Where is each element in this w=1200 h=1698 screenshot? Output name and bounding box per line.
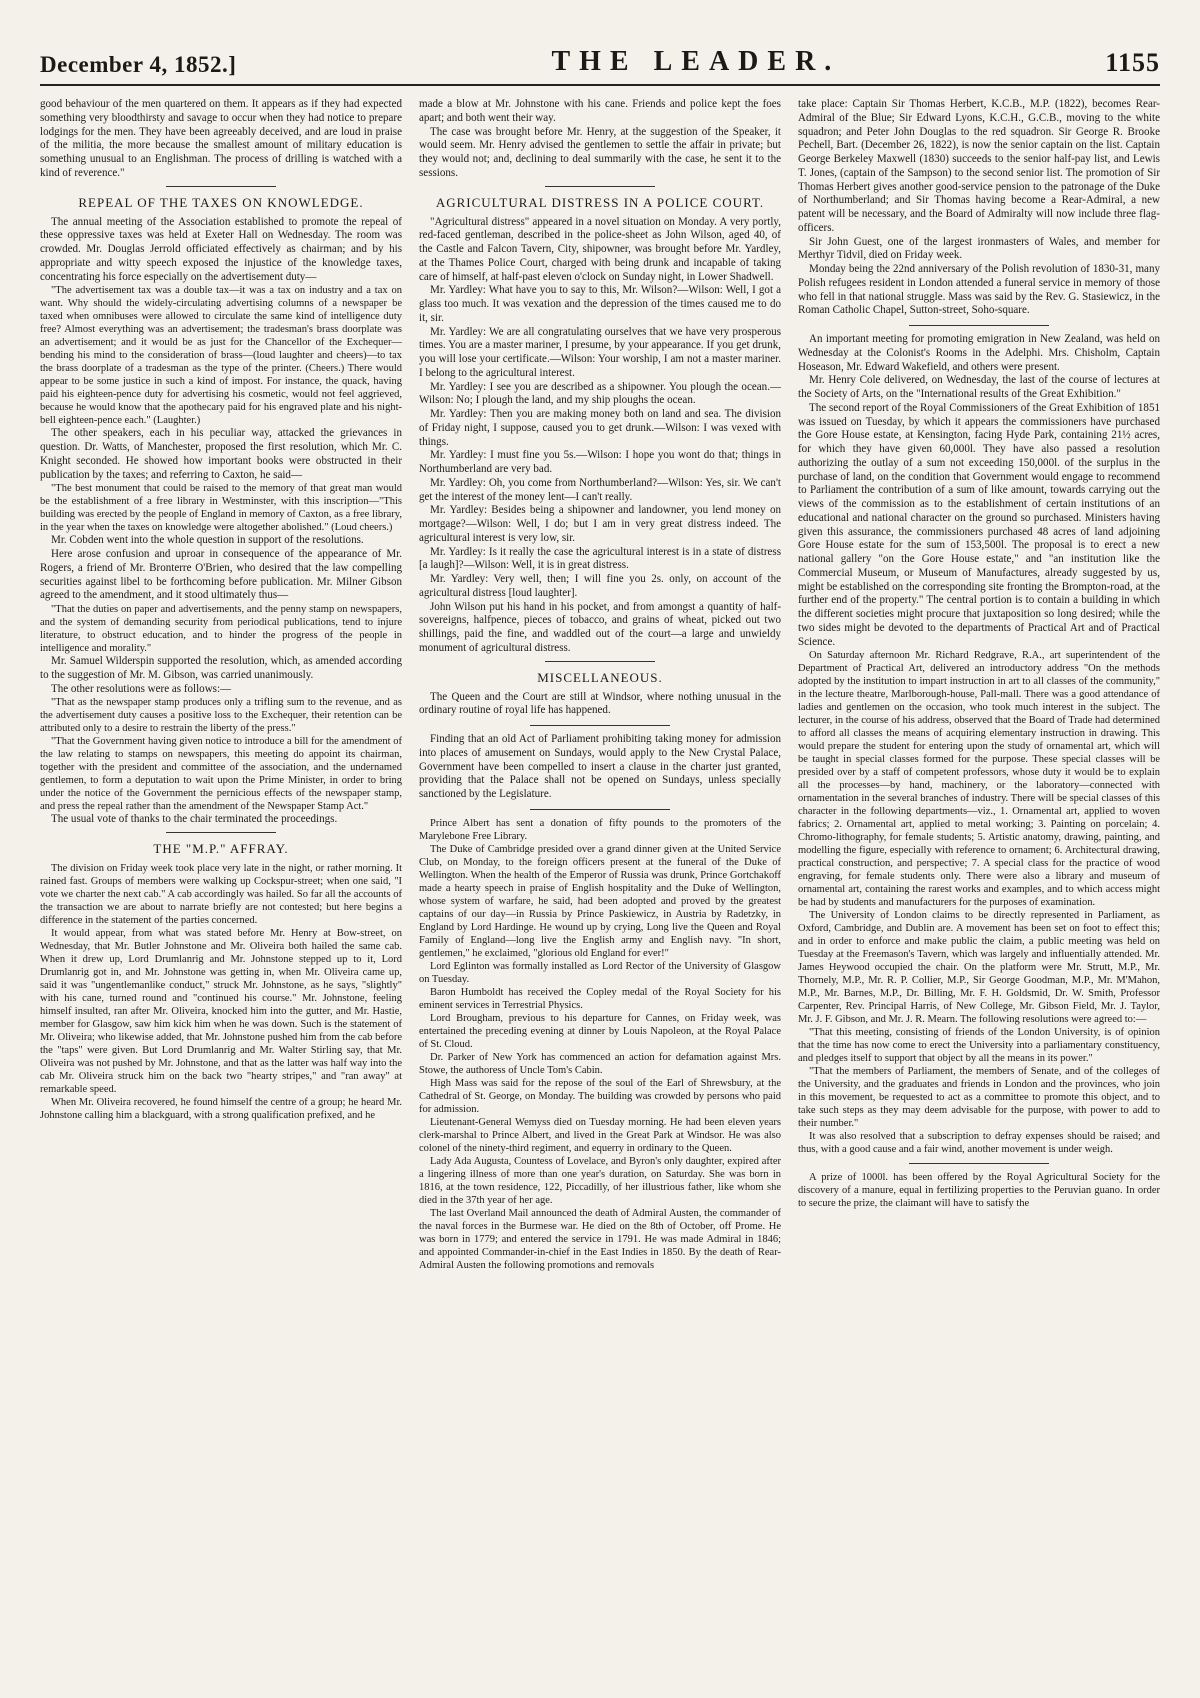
quote-paragraph: "That the Government having given notice to introduce a bill for the amendment of the law relating to stamps on newspapers, this meeting do appoint its chairman, together with the president and committee of the association, and the undernamed gentlemen, to form a deputation to wait upon the Prime Minister, in order to bring under the notice of the Government the pernicious effects of the newspaper stamp, and press the repeal rather than the amendment of the Newspaper Stamp Act." [40, 736, 402, 813]
divider [909, 1163, 1049, 1164]
heading-agricultural-distress: AGRICULTURAL DISTRESS IN A POLICE COURT. [435, 194, 765, 210]
paragraph: High Mass was said for the repose of the soul of the Earl of Shrewsbury, at the Cathedral of St. George, on Monday. The building was crowded by persons who paid for admission. [419, 1077, 781, 1115]
paragraph: Mr. Cobden went into the whole question in support of the resolutions. [51, 534, 364, 547]
paragraph: The usual vote of thanks to the chair terminated the proceedings. [51, 813, 338, 826]
paragraph: When Mr. Oliveira recovered, he found himself the centre of a group; he heard Mr. Johnstone calling him a blackguard, with a strong qualification prefixed, and he [40, 1097, 402, 1121]
newspaper-title: THE LEADER. [551, 46, 841, 77]
paragraph: Finding that an old Act of Parliament prohibiting taking money for admission into places of amusement on Sundays, would apply to the New Crystal Palace, Government have been compelled to insert a clause in the charter just granted, providing that the Palace shall not be opened on Sundays, unless specially sanctioned by the Legislature. [419, 733, 781, 800]
paragraph: Mr. Yardley: Besides being a shipowner and landowner, you lend money on mortgage?—Wilson: Well, I do; but I am in very great distress indeed. The agricultural interest is very low, sir. [419, 504, 781, 544]
divider [545, 186, 655, 187]
paragraph: Prince Albert has sent a donation of fifty pounds to the promoters of the Marylebone Free Library. [419, 817, 781, 842]
paragraph: Baron Humboldt has received the Copley medal of the Royal Society for his eminent services in Terrestrial Physics. [419, 986, 781, 1011]
column-2 [419, 98, 781, 1698]
quote-paragraph: "That this meeting, consisting of friends of the London University, is of opinion that the time has now come to erect the University into a parliamentary constituency, and pledges itself to support that object by all the means in its power." [798, 1027, 1160, 1065]
masthead [40, 38, 1160, 78]
paragraph: Lady Ada Augusta, Countess of Lovelace, and Byron's only daughter, expired after a lingering illness of more than one year's duration, on Saturday. She was born in 1816, at the town residence, 122, Piccadilly, of her illustrious father, like whom she died in the 37th year of her age. [419, 1155, 781, 1206]
quote-paragraph: "The advertisement tax was a double tax—it was a tax on industry and a tax on want. Why should the widely-circulating advertising columns of a newspaper be taxed when omnibuses were allowed to circulate the same kind of intelligence duty free? Almost everything was an advertisement; the tradesman's brass doorplate was an advertisement; and it would be as just for the Chancellor of the Exchequer—bending his mind to the consideration of brass—(loud laughter and cheers)—to tax the brass doorplate of a tradesman as the type of the printer. (Cheers.) There would appear to be some justice in such a kind of impost. For instance, the quack, having paid his eighteen-pence duty for advertising his cosmetic, would not feel aggrieved, because he would know that the apothecary paid for his engraved plate and his night-bell eighteen-pence each." (Laughter.) [40, 285, 402, 427]
paragraph: Dr. Parker of New York has commenced an action for defamation against Mrs. Stowe, the authoress of Uncle Tom's Cabin. [419, 1051, 781, 1076]
paragraph: Mr. Samuel Wilderspin supported the resolution, which, as amended according to the suggestion of Mr. M. Gibson, was carried unanimously. [40, 655, 402, 681]
paragraph: The Duke of Cambridge presided over a grand dinner given at the United Service Club, on Monday, to the foreign officers present at the funeral of the Duke of Wellington. When the health of the Emperor of Russia was drunk, Prince Gortchakoff made a hearty speech in praise of English hospitality and the Duke of Wellington, whose system of warfare, he said, had been adopted and proved by the greatest captains of our day—in Russia by Prince Paskiewicz, in Austria by Radetzky, in England by Lord Hardinge. He wound up by crying, Long live the Queen and Royal Family of England—long live the English army and English navy. "In short, gentlemen," he exclaimed, "glorious old England for ever!" [419, 843, 781, 959]
paragraph: good behaviour of the men quartered on them. It appears as if they had expected something very bloodthirsty and savage to occur when they had notice to prepare lodgings for the men. They have been agreeably deceived, and are loud in praise of the militia, the more because the smallest amount of military education is something unusual to an Englishman. The process of drilling is watched with a kind of reverence." [40, 98, 402, 179]
paragraph: Mr. Yardley: What have you to say to this, Mr. Wilson?—Wilson: Well, I got a glass too much. It was vexation and the depression of the times caused me to do it, sir. [419, 284, 781, 324]
quote-paragraph: "That the members of Parliament, the members of Senate, and of the colleges of the University, and the graduates and friends in London and the provinces, who join in this movement, be requested to act as a committee to promote this object, and to take such steps as they may deem advisable for the purpose, with power to add to their number." [798, 1066, 1160, 1130]
paragraph: made a blow at Mr. Johnstone with his cane. Friends and police kept the foes apart; and both went their way. [419, 98, 781, 124]
masthead-rule [40, 84, 1160, 86]
paragraph: The Queen and the Court are still at Windsor, where nothing unusual in the ordinary routine of royal life has happened. [419, 690, 781, 717]
paragraph: Mr. Yardley: I see you are described as a shipowner. You plough the ocean.—Wilson: No; I plough the land, and my ship ploughs the ocean. [419, 380, 781, 407]
heading-repeal-taxes: REPEAL OF THE TAXES ON KNOWLEDGE. [78, 194, 364, 210]
paragraph: Mr. Yardley: I must fine you 5s.—Wilson: I hope you wont do that; things in Northumberland are very bad. [419, 449, 781, 475]
paragraph: Lord Brougham, previous to his departure for Cannes, on Friday week, was entertained the preceding evening at dinner by Louis Napoleon, at the Royal Palace of St. Cloud. [419, 1012, 781, 1050]
quote-paragraph: "The best monument that could be raised to the memory of that great man would be the establishment of a free library in Westminster, with this inscription—"This building was erected by the people of England in memory of Caxton, as a free library, in the year when the taxes on knowledge were altogether abolished." (Loud cheers.) [40, 483, 402, 534]
paragraph: John Wilson put his hand in his pocket, and from amongst a quantity of half-sovereigns, halfpence, pieces of tobacco, and grains of wheat, picked out two shillings, paid the fine, and waddled out of the court—a large and unwieldy monument of agricultural distress. [419, 600, 781, 654]
paragraph: The other resolutions were as follows:— [51, 682, 232, 695]
divider [166, 832, 276, 833]
divider [909, 325, 1049, 326]
divider [530, 809, 670, 810]
paragraph: Mr. Yardley: Is it really the case the agricultural interest is in a state of distress [a laugh]?—Wilson: Well, it is in great distress. [419, 545, 781, 572]
article-columns [40, 98, 1160, 1698]
paragraph: Mr. Yardley: Very well, then; I will fine you 2s. only, on account of the agricultural distress [loud laughter]. [419, 573, 781, 599]
heading-miscellaneous: MISCELLANEOUS. [537, 669, 663, 685]
paragraph: Monday being the 22nd anniversary of the Polish revolution of 1830-31, many Polish refugees resident in London attended a funeral service in memory of those who fell in that national struggle. Mass was said by the Rev. G. Stasiewicz, in the Roman Catholic Chapel, Sutton-street, Soho-square. [798, 263, 1160, 317]
heading-mp-affray: THE "M.P." AFFRAY. [153, 841, 289, 856]
paragraph: An important meeting for promoting emigration in New Zealand, was held on Wednesday at the Colonist's Rooms in the Adelphi. Mrs. Chisholm, Captain Hoseason, Mr. Edward Wakefield, and others were present. [798, 333, 1160, 373]
column-3 [798, 98, 1160, 1698]
paragraph: "Agricultural distress" appeared in a novel situation on Monday. A very portly, red-faced gentleman, described in the police-sheet as John Wilson, aged 40, of the Castle and Falcon Tavern, City, shipowner, was brought before Mr. Yardley, at the Thames Police Court, charged with being drunk and incapable of taking care of himself, at half-past eleven o'clock on Sunday night, in Lower Shadwell. [419, 215, 781, 283]
paragraph: Here arose confusion and uproar in consequence of the appearance of Mr. Rogers, a friend of Mr. Bronterre O'Brien, who desired that the law compelling securities against libel to be forthcoming before publication. Mr. Milner Gibson agreed to the amendment, and it stood ultimately thus— [40, 548, 402, 602]
paragraph: The second report of the Royal Commissioners of the Great Exhibition of 1851 was issued on Tuesday, by which it appears the commissioners have purchased the Gore House estate, at Kensington, facing Hyde Park, containing 21½ acres, for which they have given 60,000l. They have also passed a resolution authorizing the outlay of a sum not exceeding 150,000l. of the surplus in the purchase of land, on the condition that Government would engage to recommend to Parliament the contribution of a sum of like amount, towards carrying out the views of the commission as to the establishment of certain institutions of an educational and national character on the ground so purchased. Ministers having given this assurance, the commissioners purchased 48 acres of land adjoining Gore House estate for the sum of 153,500l. The proposal is to erect a new national gallery "on the Gore House estate," and "an institution like the Commercial Museum, or Museum of Manufactures, already suggested by us, might be established on the corresponding site fronting the Brompton-road, at the further end of the property." The central portion is to contain a building in which the different societies might procure that juxtaposition so long desired; while the two sides might be devoted to the departments of Practical Art and of Practical Science. [798, 401, 1160, 648]
divider [545, 661, 655, 662]
paragraph: The other speakers, each in his peculiar way, attacked the grievances in question. Dr. Watts, of Manchester, proposed the first resolution, which Mr. C. Knight seconded. He showed how important books were obstructed in their publication by the taxes; and referring to Caxton, he said— [40, 427, 402, 481]
paragraph: The division on Friday week took place very late in the night, or rather morning. It rained fast. Groups of members were walking up Cockspur-street; when one said, "I vote we charter the next cab." A cab accordingly was hailed. So far all the accounts of the transaction we are about to narrate briefly are not contested; but here begins a difference in the statement of the parties concerned. [40, 863, 402, 926]
paragraph: Sir John Guest, one of the largest ironmasters of Wales, and member for Merthyr Tidvil, died on Friday week. [798, 235, 1160, 262]
paragraph: On Saturday afternoon Mr. Richard Redgrave, R.A., art superintendent of the Department of Practical Art, delivered an introductory address "On the methods adopted by the institution to impart instruction in art to all classes of the community," in the lecture theatre, Marlborough-house, Pall-mall. There was a good attendance of ladies and gentlemen on the occasion, who took much interest in the subject. The lecturer, in the course of his address, observed that the Board of Trade had determined to afford all classes the means of acquiring elementary instruction in drawing. This would prepare the student for entering upon the study of ornamental art, which will be taught in special classes formed for the purpose. These special classes will be presided over by a staff of competent professors, whose duty it would be to explain all the processes—by hand, machinery, or the laboratory—connected with ornamentation in the several branches of industry. There will be special classes of this character in the following departments—viz., 1. Ornamental art, applied to woven fabrics; 2. Ornamental art, applied to metal working; 3. Painting on porcelain; 4. Chromo-lithography, for female students; 5. Artistic anatomy, drawing, painting, and modelling the figure, especially with reference to ornament; 6. Architectural drawing, practical construction, and perspective; 7. A special class for the practice of wood engraving, for female students only. There were also a library and museum of ornamental art, containing the rarest works and examples, and to which access might be had by students and manufacturers for the purposes of examination. [798, 650, 1160, 909]
column-1 [40, 98, 402, 1698]
paragraph: A prize of 1000l. has been offered by the Royal Agricultural Society for the discovery of a manure, equal in fertilizing properties to the Peruvian guano. In order to secure the prize, the claimant will have to satisfy the [798, 1172, 1160, 1210]
paragraph: The University of London claims to be directly represented in Parliament, as Oxford, Cambridge, and Dublin are. A movement has been set on foot to effect this; and in order to enforce and make public the claim, a public meeting was held on Tuesday at the Freemason's Tavern, which was largely and influentially attended. Mr. James Heywood occupied the chair. On the platform were Mr. Strutt, M.P., Mr. Thornely, M.P., Mr. R. P. Collier, M.P., Sir George Goodman, M.P., Mr. M'Mahon, M.P., Mr. Barnes, M.P., Dr. Billing, Mr. F. H. Goldsmid, Dr. W. Smith, Professor Carpenter, Rev. Principal Harris, of New College, Mr. Gibson Field, Mr. J. Taylor, Mr. J. F. Gibson, and Mr. J. R. Mearn. The following resolutions were agreed to:— [798, 910, 1160, 1026]
paragraph: The case was brought before Mr. Henry, at the suggestion of the Speaker, it would seem. Mr. Henry advised the gentlemen to settle the affair in private; but they would not; and, declining to deal summarily with the case, he sent it to the sessions. [419, 125, 781, 179]
paragraph: It was also resolved that a subscription to defray expenses should be raised; and thus, with a good cause and a fair wind, another movement is under weigh. [798, 1131, 1160, 1156]
paragraph: take place: Captain Sir Thomas Herbert, K.C.B., M.P. (1822), becomes Rear-Admiral of the Blue; Sir Edward Lyons, K.C.H., G.C.B., moving to the white squadron; and Peter John Douglas to the red squadron. Sir George R. Brooke Pechell, Bart. (December 26, 1822), is now the senior captain on the list. Captain George Berkeley Maxwell (1830) succeeds to the senior half-pay list, and Lewis T. Jones, (captain of the Sampson) to the second senior list. The promotion of Sir Thomas Herbert gives another good-service pension to the patronage of the Duke of Northumberland; and Sir Thomas having become a Rear-Admiral, a new patent will be necessary, and the Board of Admiralty will now include three flag-officers. [798, 98, 1160, 234]
paragraph: Mr. Yardley: We are all congratulating ourselves that we have very prosperous times. You are a master mariner, I presume, by your appearance. If you get drunk, you will lose your certificate.—Wilson: Your worship, I am not a master mariner. I belong to the agricultural interest. [419, 325, 781, 379]
issue-date: December 4, 1852.] [40, 52, 237, 77]
paragraph: Lieutenant-General Wemyss died on Tuesday morning. He had been eleven years clerk-marshal to Prince Albert, and lived in the Great Park at Windsor. He was also colonel of the ninety-third regiment, and equerry in ordinary to the Queen. [419, 1116, 781, 1154]
page-number: 1155 [1105, 48, 1160, 77]
divider [166, 186, 276, 187]
paragraph: The last Overland Mail announced the death of Admiral Austen, the commander of the naval forces in the Burmese war. He died on the 8th of October, off Prome. He was born in 1779; and entered the service in 1791. He was made Admiral in 1846; and appointed Commander-in-chief in the East Indies in 1850. By the death of Rear-Admiral Austen the following promotions and removals [419, 1207, 781, 1271]
paragraph: The annual meeting of the Association established to promote the repeal of these oppressive taxes was held at Exeter Hall on Wednesday. The room was crowded. Mr. Douglas Jerrold officiated effectively as chairman; and by his appropriate and witty speech exposed the injustice of the knowledge taxes, concentrating his force especially on the advertisement duty— [40, 215, 402, 283]
divider [530, 725, 670, 726]
quote-paragraph: "That as the newspaper stamp produces only a trifling sum to the revenue, and as the advertisement duty causes a positive loss to the Exchequer, their retention can be attributed only to a desire to restrain the liberty of the press." [40, 697, 402, 735]
paragraph: Mr. Henry Cole delivered, on Wednesday, the last of the course of lectures at the Society of Arts, on the "International results of the Great Exhibition." [798, 374, 1160, 400]
paragraph: It would appear, from what was stated before Mr. Henry at Bow-street, on Wednesday, that Mr. Butler Johnstone and Mr. Oliveira both hailed the same cab. When it drew up, Lord Drumlanrig and Mr. Johnstone stepped up to it, Lord Drumlanrig got in, and Mr. Johnstone was getting in, when Mr. Oliveira came up, said it was "ungentlemanlike conduct," struck Mr. Johnstone, as he says, "slightly" with his cane, turned round and "continued his course." Mr. Johnstone, feeling himself insulted, ran after Mr. Oliveira, knocked him into the gutter, and Mr. Hastie, member for Glasgow, saw him kick him when he was down. Such is the statement of Mr. Oliveira; who likewise added, that Mr. Johnstone pushed him from the cab before the "taps" were given. But Lord Drumlanrig and Mr. Walter Stirling say, that Mr. Oliveira was not pushed by Mr. Johnstone, and that as the latter was half way into the cab Mr. Oliveira struck him on the back two "hearty stripes," and "ran away" at remarkable speed. [40, 928, 402, 1095]
quote-paragraph: "That the duties on paper and advertisements, and the penny stamp on newspapers, and the system of demanding security from periodical publications, tend to injure literature, to obstruct education, and to hinder the progress of the people in intelligence and morality." [40, 604, 402, 654]
paragraph: Mr. Yardley: Oh, you come from Northumberland?—Wilson: Yes, sir. We can't get the interest of the money lent—I can't really. [419, 476, 781, 503]
paragraph: Lord Eglinton was formally installed as Lord Rector of the University of Glasgow on Tuesday. [419, 960, 781, 985]
paragraph: Mr. Yardley: Then you are making money both on land and sea. The division of Friday night, I suppose, caused you to get drunk.—Wilson: I was vexed with things. [419, 408, 781, 448]
